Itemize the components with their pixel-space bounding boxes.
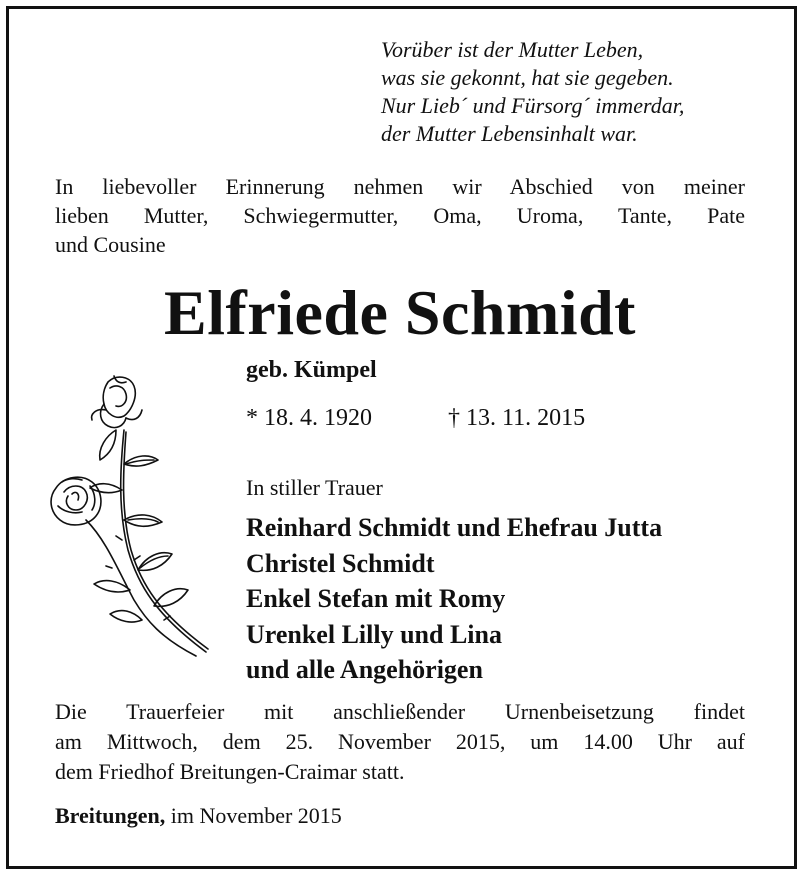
place-name: Breitungen, — [55, 803, 166, 828]
mourning-intro: In stiller Trauer — [246, 475, 383, 500]
intro-line: und Cousine — [55, 232, 166, 257]
mourner-line: Urenkel Lilly und Lina — [246, 619, 502, 649]
intro-line: In liebevoller Erinnerung nehmen wir Abschied von meiner — [55, 174, 745, 199]
intro-line: lieben Mutter, Schwiegermutter, Oma, Uroma, Tante, Pate — [55, 203, 745, 228]
mourner-line: Enkel Stefan mit Romy — [246, 584, 506, 613]
birth-date: * 18. 4. 1920 — [246, 405, 372, 431]
poem-line: Vorüber ist der Mutter Leben, — [381, 37, 644, 62]
ceremony-line: dem Friedhof Breitungen-Craimar statt. — [55, 759, 405, 784]
ceremony-text — [55, 697, 745, 787]
ceremony-line: am Mittwoch, dem 25. November 2015, um 14.00 Uhr auf — [55, 729, 745, 754]
ceremony-line: Die Trauerfeier mit anschließender Urnenbeisetzung findet — [55, 699, 745, 724]
life-dates — [246, 403, 586, 433]
poem-line: was sie gekonnt, hat sie gegeben. — [381, 65, 674, 90]
intro-text — [55, 172, 745, 259]
notice-date: im November 2015 — [170, 803, 342, 828]
poem-line: Nur Lieb´ und Fürsorg´ immerdar, — [381, 93, 685, 118]
place-date — [55, 801, 342, 831]
mourner-line: und alle Angehörigen — [246, 655, 483, 684]
mourner-line: Christel Schmidt — [246, 548, 435, 578]
poem — [381, 36, 684, 148]
mourners-list — [246, 510, 662, 688]
birth-name: geb. Kümpel — [246, 357, 377, 383]
deceased-name: Elfriede Schmidt — [164, 277, 636, 348]
mourner-line: Reinhard Schmidt und Ehefrau Jutta — [246, 513, 663, 542]
death-date: † 13. 11. 2015 — [448, 405, 586, 431]
poem-line: der Mutter Lebensinhalt war. — [381, 121, 638, 146]
rose-icon — [46, 370, 216, 660]
